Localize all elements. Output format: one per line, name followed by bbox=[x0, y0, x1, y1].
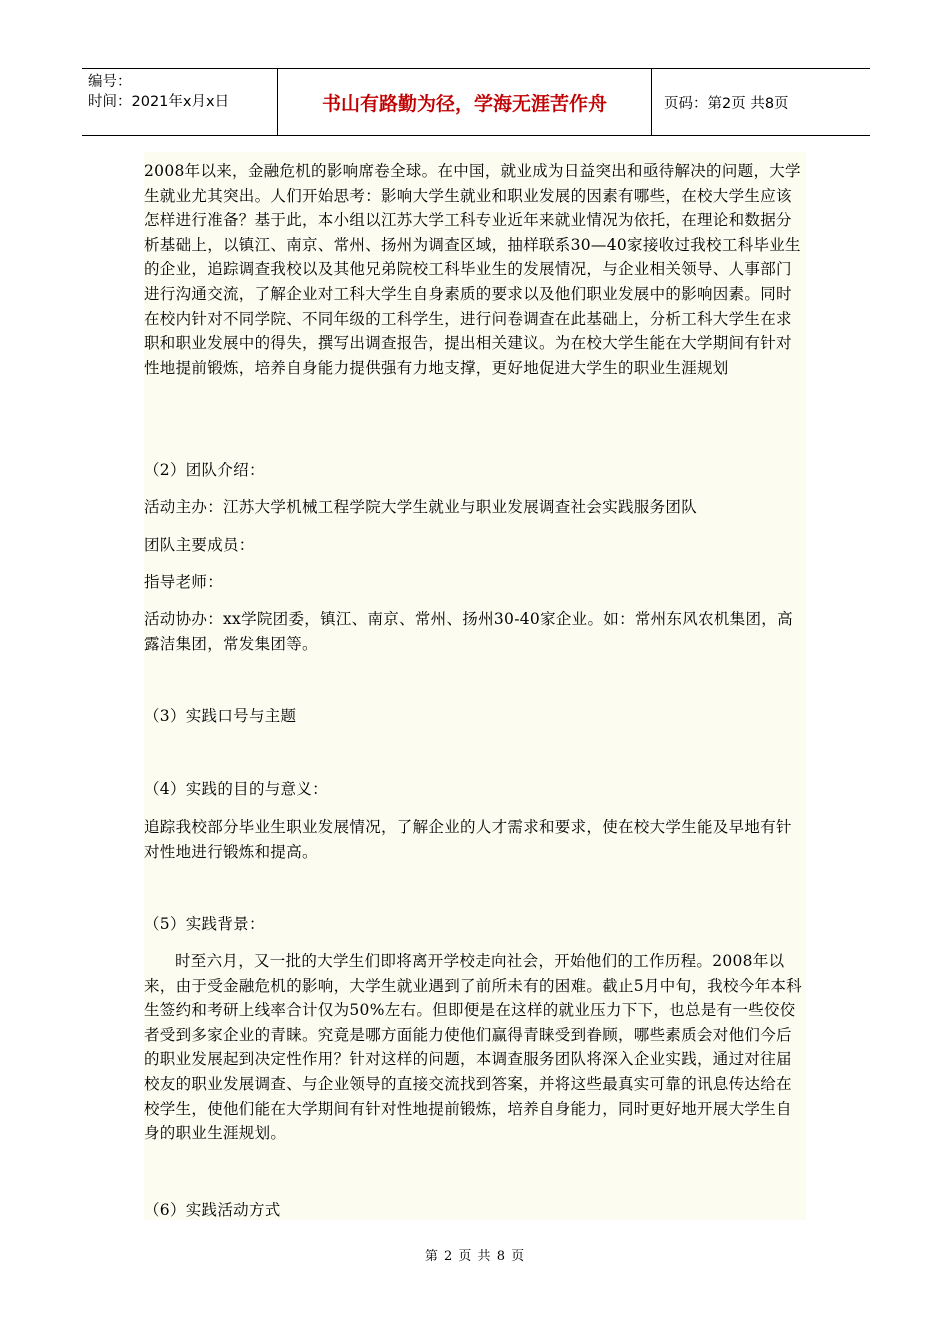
document-number: 编号： bbox=[88, 74, 132, 90]
advisor-line: 指导老师： bbox=[144, 573, 224, 591]
page-footer: 第 2 页 共 8 页 bbox=[424, 1249, 526, 1264]
header-motto: 书山有路勤为径，学海无涯苦作舟 bbox=[278, 69, 652, 135]
purpose-paragraph: 追踪我校部分毕业生职业发展情况，了解企业的人才需求和要求，使在校大学生能及早地有针对性地进行锻炼和提高。 bbox=[144, 818, 792, 861]
background-heading: （5）实践背景： bbox=[144, 915, 265, 933]
intro-paragraph: 2008年以来，金融危机的影响席卷全球。在中国，就业成为日益突出和亟待解决的问题，大学生就业尤其突出。人们开始思考：影响大学生就业和职业发展的因素有哪些，在校大学生应该怎样进行准备？基于此，本小组以江苏大学工科专业近年来就业情况为依托，在理论和数据分析基础上，以镇江、南京、常州、扬州为调查区域，抽样联系30—40家接收过我校工科毕业生的企业，追踪调查我校以及其他兄弟院校工科毕业生的发展情况，与企业相关领导、人事部门进行沟通交流，了解企业对工科大学生自身素质的要求以及他们职业发展中的影响因素。同时在校内针对不同学院、不同年级的工科学生，进行问卷调查在此基础上，分析工科大学生在求职和职业发展中的得失，撰写出调查报告，提出相关建议。为在校大学生能在大学期间有针对性地提前锻炼，培养自身能力提供强有力地支撑，更好地促进大学生的职业生涯规划 bbox=[144, 162, 801, 377]
document-date: 时间：2021年x月x日 bbox=[88, 94, 230, 110]
header-meta bbox=[82, 69, 278, 135]
slogan-heading: （3）实践口号与主题 bbox=[144, 707, 297, 725]
team-heading: （2）团队介绍： bbox=[144, 461, 265, 479]
method-heading: （6）实践活动方式 bbox=[144, 1201, 281, 1219]
header-page-number: 页码：第2页 共8页 bbox=[664, 95, 789, 112]
co-organizer-paragraph: 活动协办：xx学院团委，镇江、南京、常州、扬州30-40家企业。如：常州东风农机集团，高露洁集团，常发集团等。 bbox=[144, 610, 793, 653]
members-line: 团队主要成员： bbox=[144, 536, 255, 554]
sponsor-line: 活动主办：江苏大学机械工程学院大学生就业与职业发展调查社会实践服务团队 bbox=[144, 498, 698, 516]
background-paragraph: 时至六月，又一批的大学生们即将离开学校走向社会，开始他们的工作历程。2008年以来，由于受金融危机的影响，大学生就业遇到了前所未有的困难。截止5月中旬，我校今年本科生签约和考研上线率合计仅为50%左右。但即便是在这样的就业压力下下，也总是有一些佼佼者受到多家企业的青睐。究竟是哪方面能力使他们赢得青睐受到眷顾，哪些素质会对他们今后的职业发展起到决定性作用？针对这样的问题，本调查服务团队将深入企业实践，通过对往届校友的职业发展调查、与企业领导的直接交流找到答案，并将这些最真实可靠的讯息传达给在校学生，使他们能在大学期间有针对性地提前锻炼，培养自身能力，同时更好地开展大学生自身的职业生涯规划。 bbox=[144, 952, 802, 1143]
page-header bbox=[82, 68, 870, 136]
purpose-heading: （4）实践的目的与意义： bbox=[144, 780, 328, 798]
document-body bbox=[144, 152, 806, 1220]
